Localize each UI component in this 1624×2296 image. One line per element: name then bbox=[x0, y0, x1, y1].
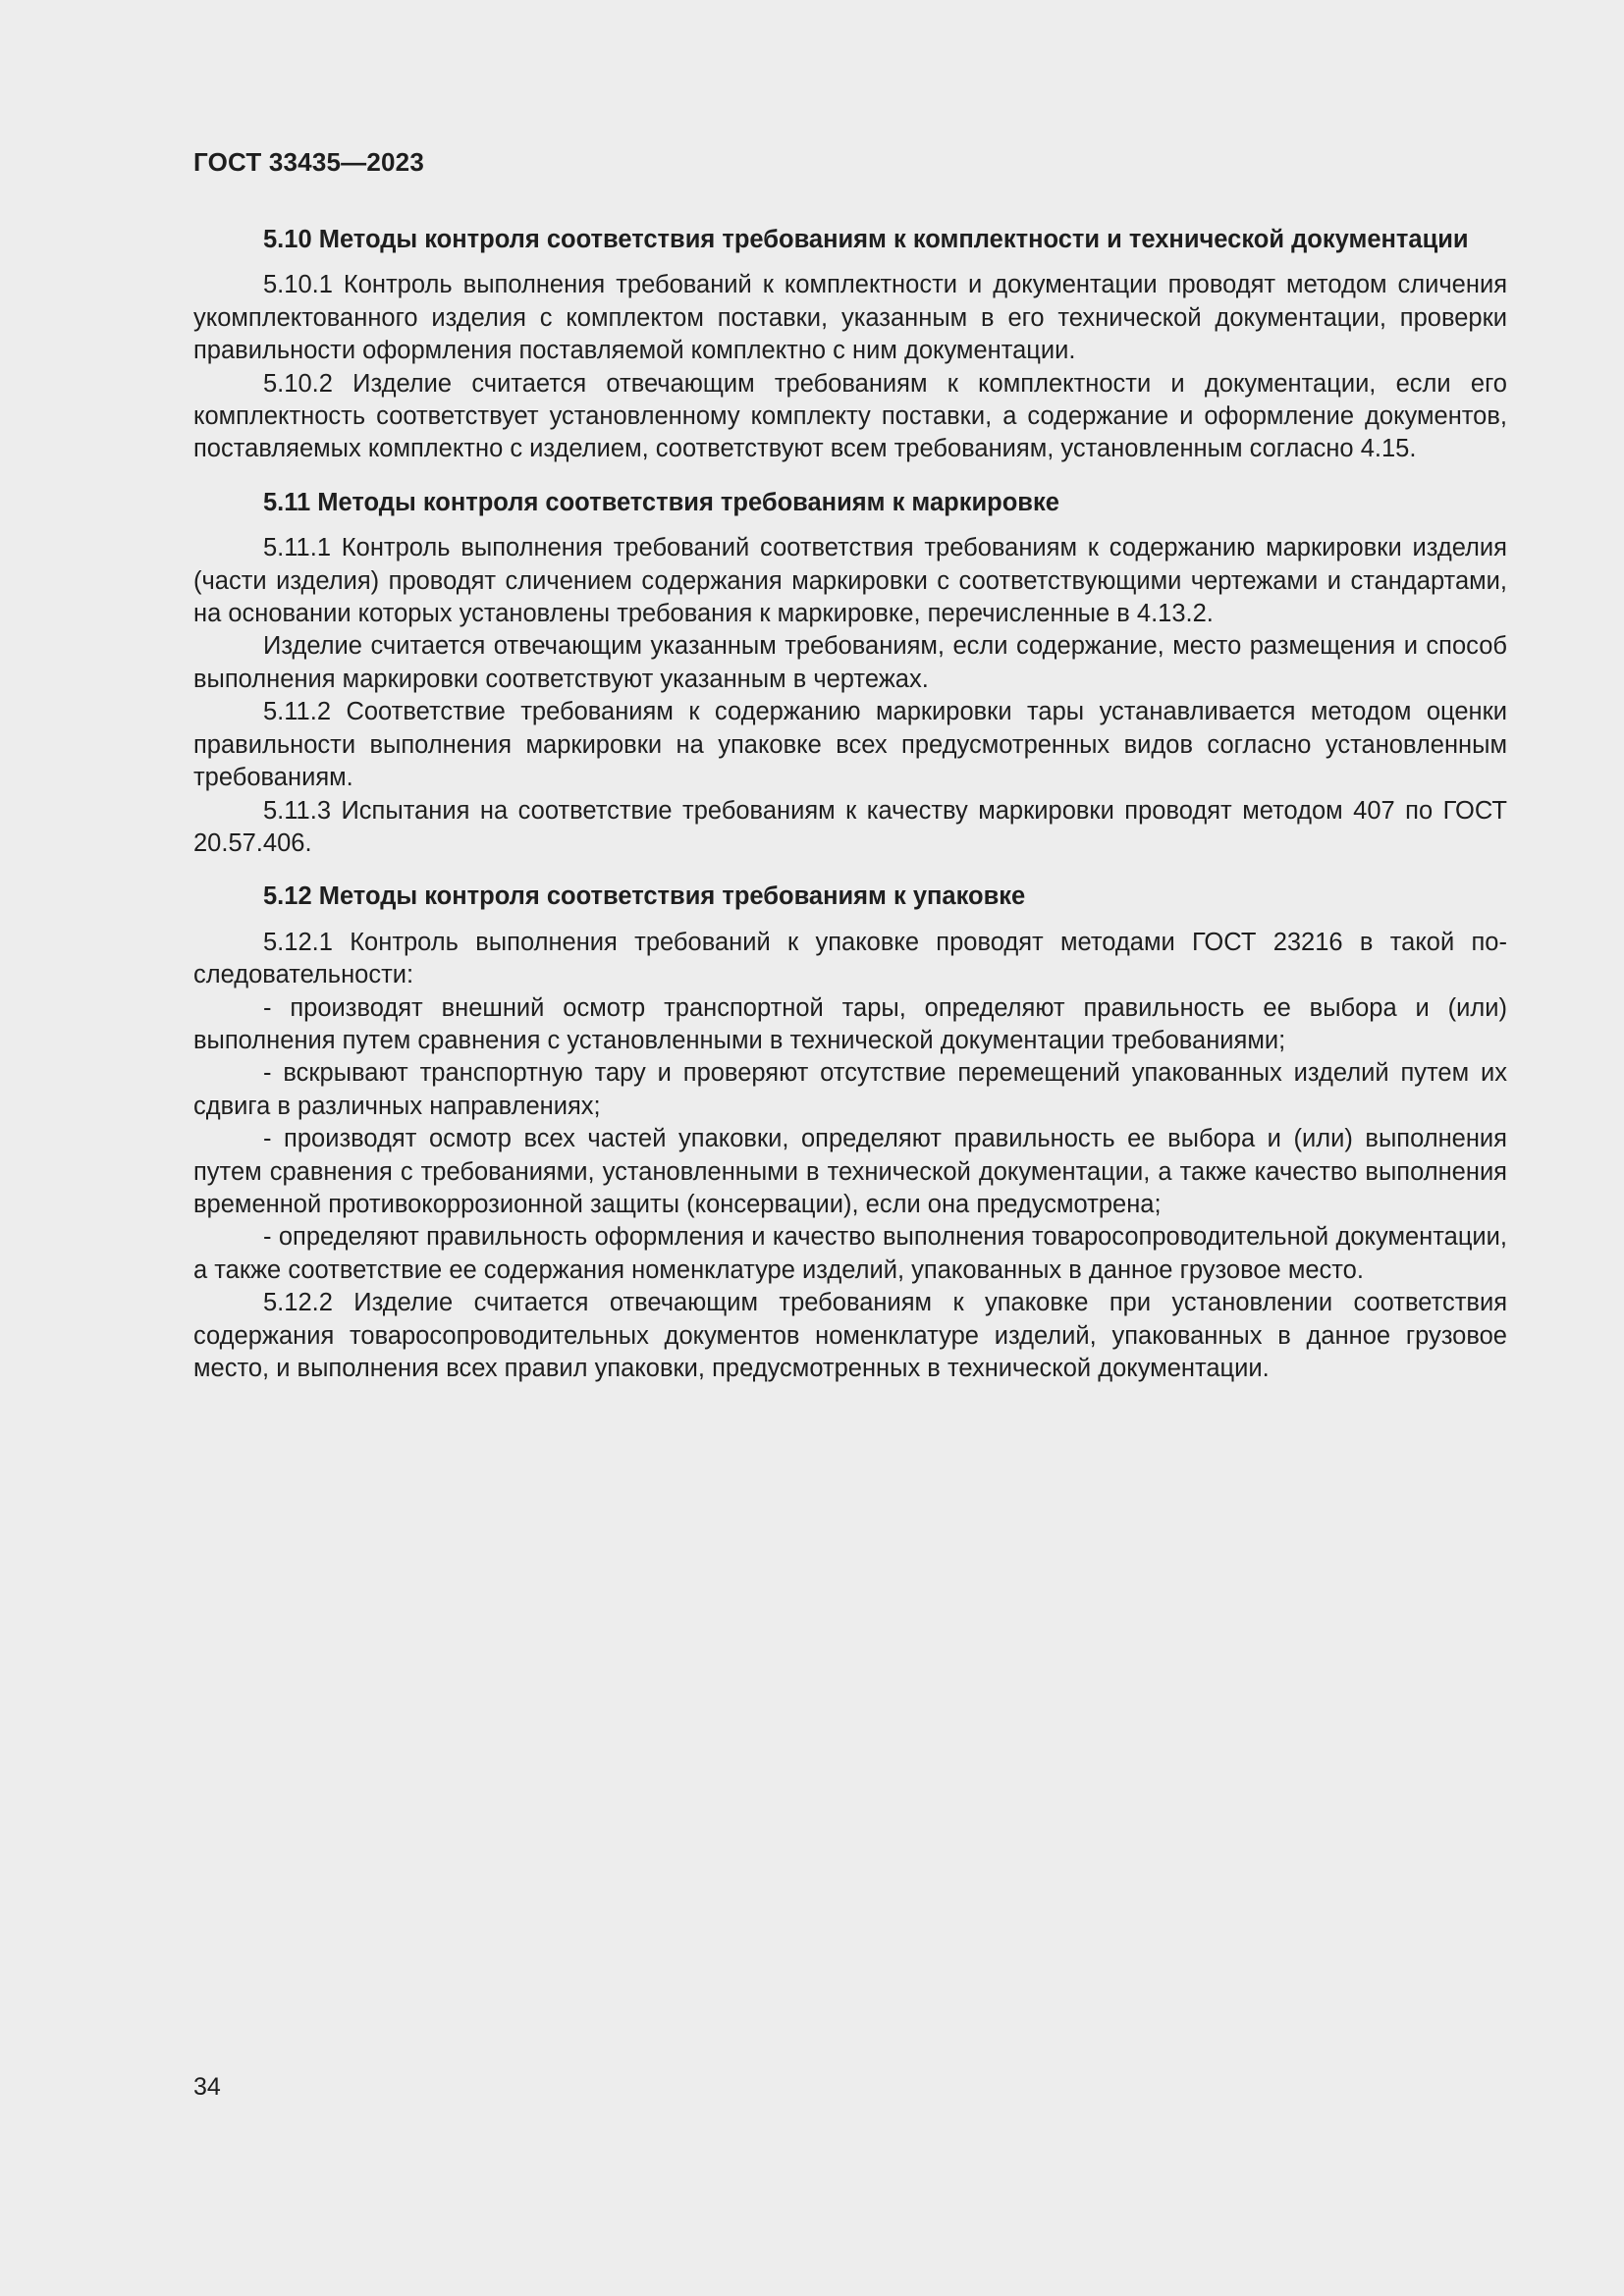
document-designation: ГОСТ 33435—2023 bbox=[193, 147, 424, 177]
list-item: - вскрывают транспортную тару и проверяют отсутствие перемещений упакованных изделий путем их сдвига в различных направлениях; bbox=[193, 1059, 1507, 1120]
paragraph: 5.12.1 Контроль выполнения требований к упаковке проводят методами ГОСТ 23216 в такой последовательности: bbox=[193, 928, 1507, 989]
paragraph: 5.11.2 Соответствие требованиям к содержанию маркировки тары устанавливается методом оценки правильности выполнения маркировки на упаковке всех предусмотренных видов согласно установленным требованиям. bbox=[193, 698, 1507, 792]
section-5-11 bbox=[193, 487, 1507, 860]
list-item: - производят внешний осмотр транспортной тары, определяют правильность ее выбора и (или) выполнения путем сравнения с установленными в технической документации требованиями; bbox=[193, 993, 1507, 1054]
paragraph: 5.11.1 Контроль выполнения требований соответствия требованиям к содержанию маркировки изделия (части изделия) проводят сличением содержания маркировки с соответствующими чертежами и стандартами, на основании которых установлены требования к маркировке, перечисленные в 4.13.2. bbox=[193, 534, 1507, 628]
document-body bbox=[193, 224, 1507, 1385]
paragraph: 5.11.3 Испытания на соответствие требованиям к качеству маркировки проводят методом 407 по ГОСТ 20.57.406. bbox=[193, 796, 1507, 857]
page-number: 34 bbox=[193, 2073, 221, 2101]
section-5-12 bbox=[193, 881, 1507, 1385]
paragraph: 5.10.2 Изделие считается отвечающим требованиям к комплектности и документации, если его комплектность соответствует установленному комплекту поставки, а содержание и оформление документов, поставляемых комплектно с изделием, соответствуют всем требованиям, установленным согласно 4.15. bbox=[193, 369, 1507, 463]
paragraph: Изделие считается отвечающим указанным требованиям, если содержание, место размещения и способ выполнения маркировки соответствуют указанным в чертежах. bbox=[193, 632, 1507, 693]
list-item: - производят осмотр всех частей упаковки, определяют правильность ее выбора и (или) выполнения путем сравнения с требованиями, установленными в технической документации, а также качество выполнения временной противокоррозионной защиты (консервации), если она предусмотрена; bbox=[193, 1125, 1507, 1218]
list-item: - определяют правильность оформления и качество выполнения товаросопроводительной документации, а также соответствие ее содержания номенклатуре изделий, упакованных в данное грузовое место. bbox=[193, 1223, 1507, 1284]
paragraph: 5.10.1 Контроль выполнения требований к комплектности и документации проводят методом сличения укомплектованного изделия с комплектом поставки, указанным в его технической документации, проверки правильности оформления поставляемой комплектно с ним документации. bbox=[193, 271, 1507, 365]
section-title: 5.10 Методы контроля соответствия требованиям к комплектности и технической документации bbox=[263, 226, 1469, 253]
section-5-10 bbox=[193, 224, 1507, 466]
section-title: 5.11 Методы контроля соответствия требованиям к маркировке bbox=[263, 488, 1059, 516]
section-title: 5.12 Методы контроля соответствия требованиям к упаковке bbox=[263, 882, 1026, 911]
paragraph: 5.12.2 Изделие считается отвечающим требованиям к упаковке при установлении соответствия содержания товаросопроводительных документов номенклатуре изделий, упакованных в данное грузовое место, и выполнения всех правил упаковки, предусмотренных в технической документации. bbox=[193, 1289, 1507, 1382]
